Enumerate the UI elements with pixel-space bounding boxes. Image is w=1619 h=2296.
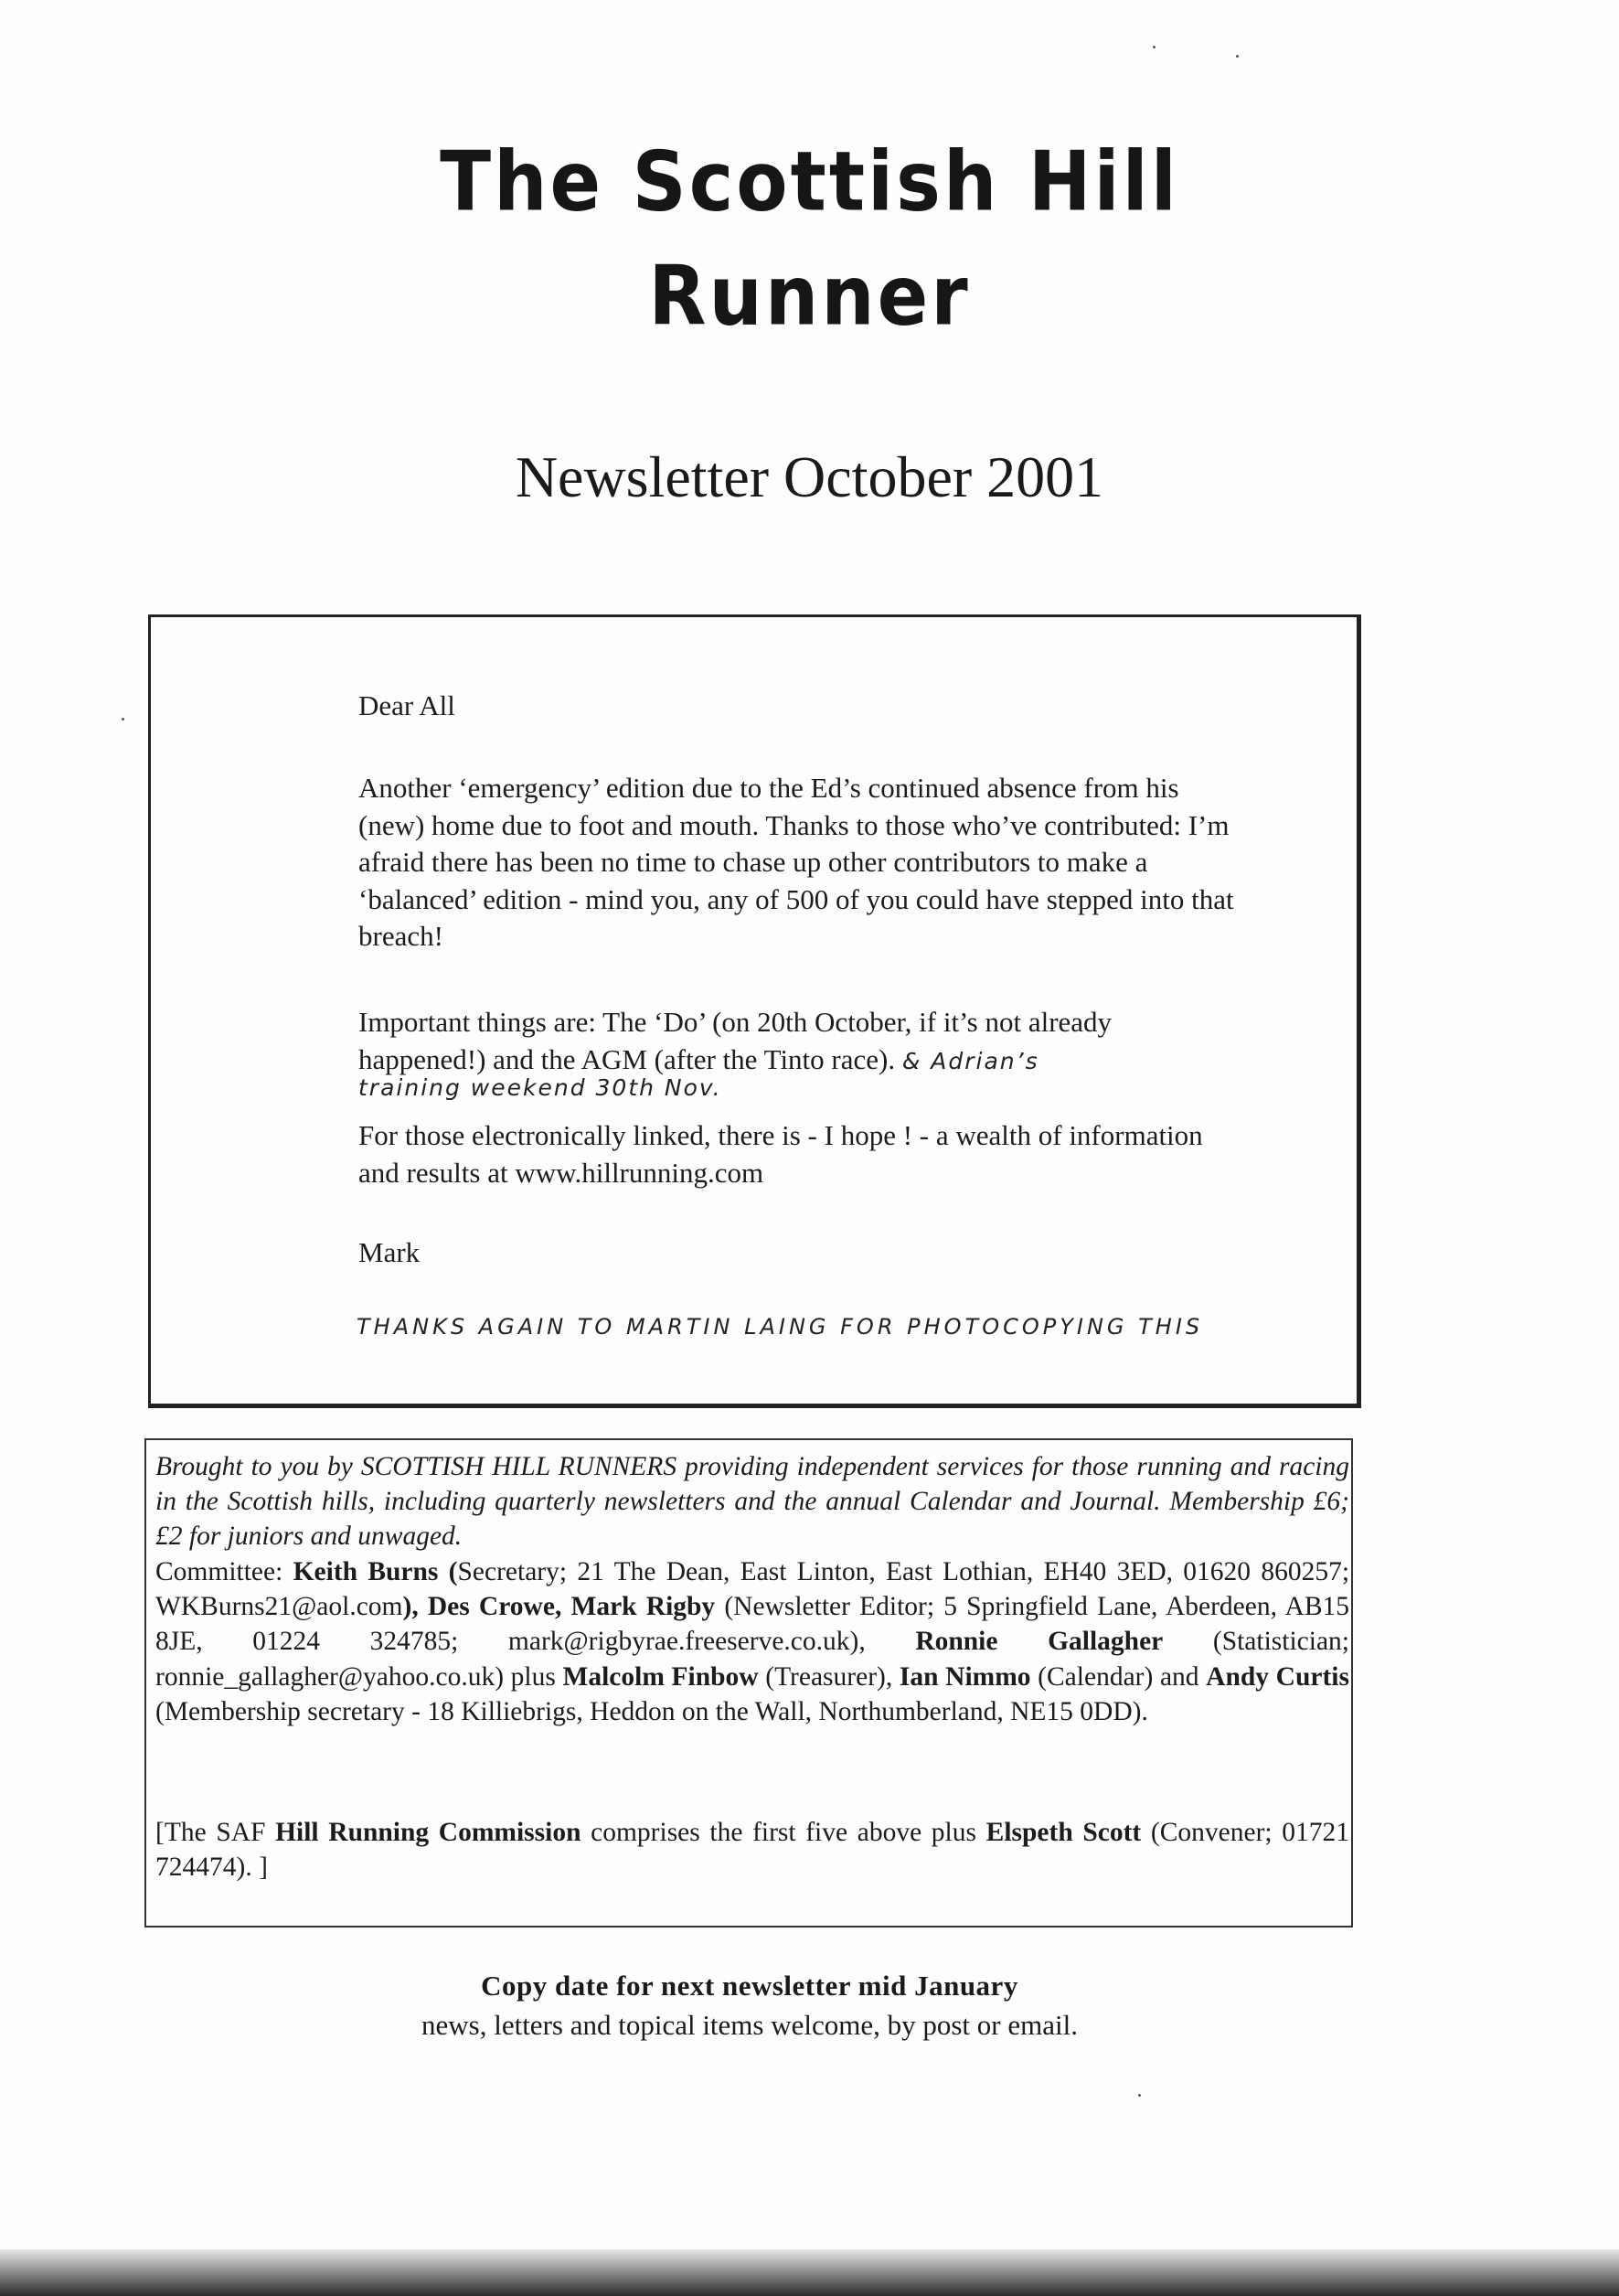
keith-paren-close: ), xyxy=(402,1592,428,1622)
member-malcolm-finbow: Malcolm Finbow xyxy=(562,1661,759,1692)
letter-signoff: Mark xyxy=(358,1236,421,1268)
letter-paragraph-2 xyxy=(358,1004,1236,1080)
andy-curtis-details: (Membership secretary - 18 Killiebrigs, Heddon on the Wall, Northumberland, NE15 0DD). xyxy=(155,1696,1148,1726)
saf-open: [The SAF xyxy=(155,1818,276,1847)
info-intro: Brought to you by SCOTTISH HILL RUNNERS providing independent services for those running and racing in the Scottish hills, including quarterly newsletters and the annual Calendar and Journal. Membership £6; £2 for juniors and unwaged. xyxy=(155,1452,1349,1552)
ian-nimmo-details: (Calendar) and xyxy=(1030,1661,1207,1692)
scan-speck xyxy=(1138,2094,1141,2097)
committee-label: Committee: xyxy=(155,1557,293,1586)
handwritten-note-inline: & Adrian’s xyxy=(901,1047,1039,1074)
letter-paragraph-3: For those electronically linked, there is - I hope ! - a wealth of information and results at www.hillrunning.com xyxy=(358,1119,1203,1189)
member-ronnie-gallagher: Ronnie Gallagher xyxy=(915,1627,1164,1657)
member-keith-burns: Keith Burns xyxy=(293,1557,439,1586)
letter-greeting: Dear All xyxy=(358,689,455,721)
saf-mid: comprises the first five above plus xyxy=(580,1818,986,1847)
newsletter-subtitle: Newsletter October 2001 xyxy=(515,444,1104,509)
mark-rigby-details: (Newsletter Editor; 5 Springfield Lane, Aberdeen, AB15 8JE, 01224 324785; mark@rigbyrae.freeserve.co.uk), xyxy=(155,1592,1350,1657)
committee-list xyxy=(155,1554,1349,1729)
elspeth-scott-details: (Convener; 01721 724474). ] xyxy=(155,1818,1350,1883)
hill-running-commission: Hill Running Commission xyxy=(275,1818,581,1847)
malcolm-finbow-details: (Treasurer), xyxy=(758,1661,900,1692)
scan-speck xyxy=(1236,55,1239,58)
handwritten-note-training-weekend: training weekend 30th Nov. xyxy=(358,1074,722,1101)
letter-paragraph-2-text: Important things are: The ‘Do’ (on 20th October, if it’s not already happened!) and the AGM (after the Tinto race). xyxy=(358,1006,1113,1075)
member-mark-rigby: Mark Rigby xyxy=(570,1592,716,1622)
member-andy-curtis: Andy Curtis xyxy=(1206,1661,1349,1692)
handwritten-thanks-note: THANKS AGAIN TO MARTIN LAING FOR PHOTOCOPYING THIS xyxy=(357,1314,1204,1340)
saf-commission-note xyxy=(155,1815,1349,1885)
scan-edge-shadow xyxy=(0,2249,1619,2296)
keith-burns-details: Secretary; 21 The Dean, East Linton, East Lothian, EH40 3ED, 01620 860257; WKBurns21@aol.com xyxy=(155,1557,1350,1622)
scan-speck xyxy=(122,718,124,721)
masthead-title-line2: Runner xyxy=(648,249,971,345)
member-des-crowe: Des Crowe, xyxy=(427,1592,571,1622)
member-elspeth-scott: Elspeth Scott xyxy=(985,1818,1142,1847)
scan-speck xyxy=(1153,46,1156,48)
ronnie-gallagher-details: (Statistician; ronnie_gallagher@yahoo.co.uk) plus xyxy=(155,1627,1349,1692)
contributions-welcome: news, letters and topical items welcome, by post or email. xyxy=(421,2009,1078,2041)
masthead-title-line1: The Scottish Hill xyxy=(440,134,1179,230)
letter-paragraph-1: Another ‘emergency’ edition due to the Ed’s continued absence from his (new) home due to foot and mouth. Thanks to those who’ve contributed: I’m afraid there has been no time to chase up other contributors to make a ‘balanced’ edition - mind you, any of 500 of you could have stepped into that breach! xyxy=(358,772,1234,952)
keith-paren-open: ( xyxy=(438,1557,458,1586)
member-ian-nimmo: Ian Nimmo xyxy=(899,1661,1031,1692)
copy-date-notice: Copy date for next newsletter mid January xyxy=(481,1970,1018,2002)
